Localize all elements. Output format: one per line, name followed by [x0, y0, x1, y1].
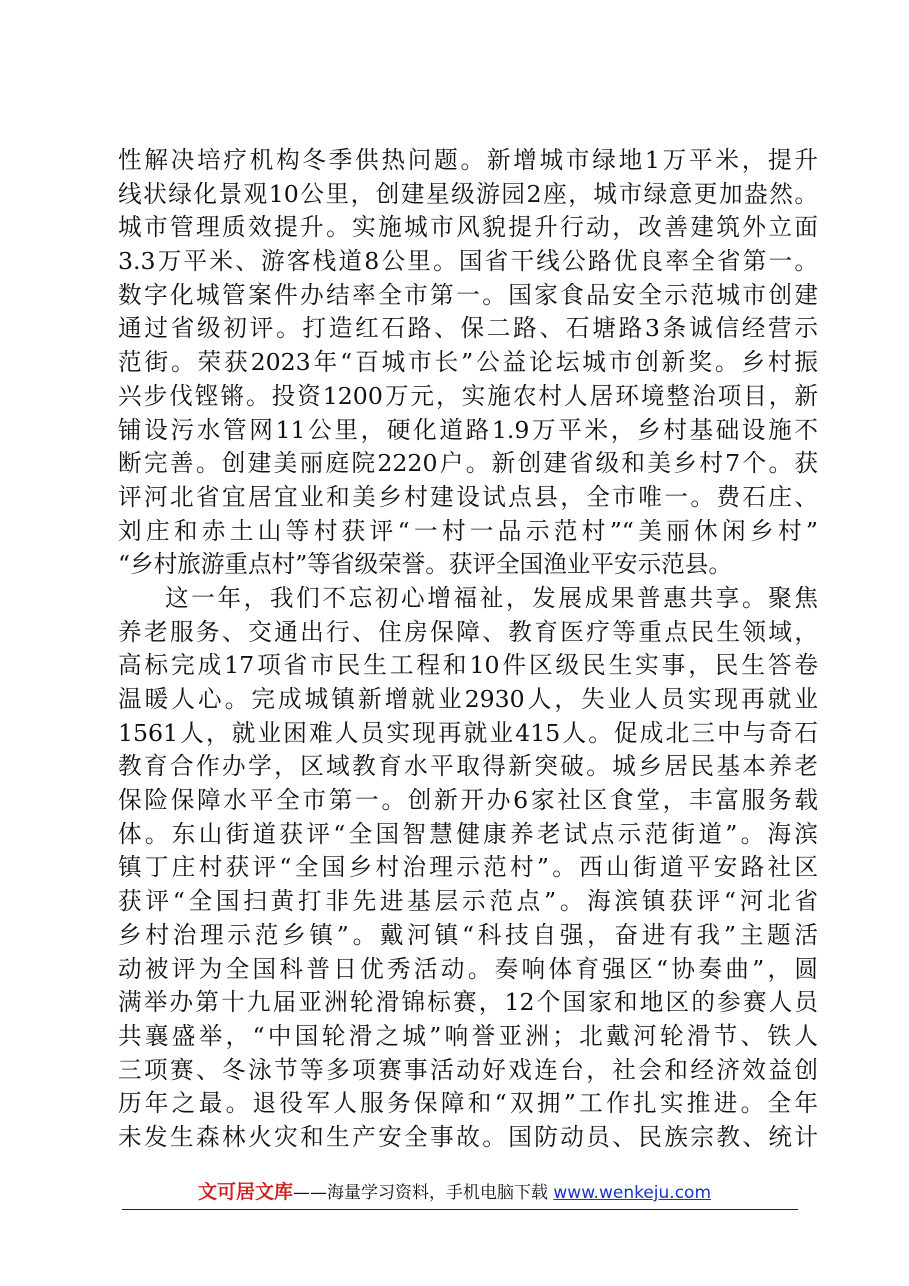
text-line: 线状绿化景观10公里，创建星级游园2座，城市绿意更加盎然。 — [118, 179, 818, 208]
text-line: 城市管理质效提升。实施城市风貌提升行动，改善建筑外立面 — [118, 213, 818, 242]
text-line: 满举办第十九届亚洲轮滑锦标赛，12个国家和地区的参赛人员 — [118, 988, 818, 1017]
body-text — [118, 144, 818, 1155]
footer-divider — [122, 1209, 798, 1210]
text-line: 动被评为全国科普日优秀活动。奏响体育强区“协奏曲”，圆 — [118, 954, 818, 983]
footer-tagline: ——海量学习资料，手机电脑下载 — [293, 1183, 548, 1203]
text-line: 未发生森林火灾和生产安全事故。国防动员、民族宗教、统计 — [118, 1122, 818, 1151]
text-line: 共襄盛举，“中国轮滑之城”响誉亚洲；北戴河轮滑节、铁人 — [118, 1021, 818, 1050]
text-line: 高标完成17项省市民生工程和10件区级民生实事，民生答卷 — [118, 651, 818, 680]
paragraph-first-line: 这一年，我们不忘初心增福祉，发展成果普惠共享。聚焦 — [165, 583, 818, 612]
text-line: 体。东山街道获评“全国智慧健康养老试点示范街道”。海滨 — [118, 819, 818, 848]
text-line: 刘庄和赤土山等村获评“一村一品示范村”“美丽休闲乡村” — [118, 516, 818, 545]
footer-brand: 文可居文库 — [197, 1181, 293, 1203]
text-line: 获评“全国扫黄打非先进基层示范点”。海滨镇获评“河北省 — [118, 887, 818, 916]
text-line: 三项赛、冬泳节等多项赛事活动好戏连台，社会和经济效益创 — [118, 1055, 818, 1084]
text-line: 温暖人心。完成城镇新增就业2930人，失业人员实现再就业 — [118, 685, 818, 713]
text-line: 性解决培疗机构冬季供热问题。新增城市绿地1万平米，提升 — [118, 146, 818, 174]
text-line: 保险保障水平全市第一。创新开办6家社区食堂，丰富服务载 — [118, 786, 818, 815]
text-line: 1561人，就业困难人员实现再就业415人。促成北三中与奇石 — [118, 718, 818, 747]
text-line: 铺设污水管网11公里，硬化道路1.9万平米，乡村基础设施不 — [118, 415, 818, 444]
text-line: 断完善。创建美丽庭院2220户。新创建省级和美乡村7个。获 — [118, 449, 818, 478]
text-line: 养老服务、交通出行、住房保障、教育医疗等重点民生领域， — [118, 617, 818, 646]
text-line: 通过省级初评。打造红石路、保二路、石塘路3条诚信经营示 — [118, 314, 818, 343]
text-line: 历年之最。退役军人服务保障和“双拥”工作扎实推进。全年 — [118, 1089, 818, 1118]
text-line: 乡村治理示范乡镇”。戴河镇“科技自强，奋进有我”主题活 — [118, 920, 818, 949]
text-line: 镇丁庄村获评“全国乡村治理示范村”。西山街道平安路社区 — [118, 853, 818, 882]
text-line: 范街。荣获2023年“百城市长”公益论坛城市创新奖。乡村振 — [118, 348, 818, 377]
page-footer — [0, 1180, 909, 1205]
text-line: 教育合作办学，区域教育水平取得新突破。城乡居民基本养老 — [118, 752, 818, 781]
footer-link[interactable]: www.wenkeju.com — [553, 1183, 712, 1203]
text-line: 兴步伐铿锵。投资1200万元，实施农村人居环境整治项目，新 — [118, 381, 818, 410]
text-line: 评河北省宜居宜业和美乡村建设试点县，全市唯一。费石庄、 — [118, 482, 818, 511]
text-line: “乡村旅游重点村”等省级荣誉。获评全国渔业平安示范县。 — [118, 550, 732, 579]
text-line: 3.3万平米、游客栈道8公里。国省干线公路优良率全省第一。 — [118, 247, 818, 276]
text-line: 数字化城管案件办结率全市第一。国家食品安全示范城市创建 — [118, 280, 818, 309]
